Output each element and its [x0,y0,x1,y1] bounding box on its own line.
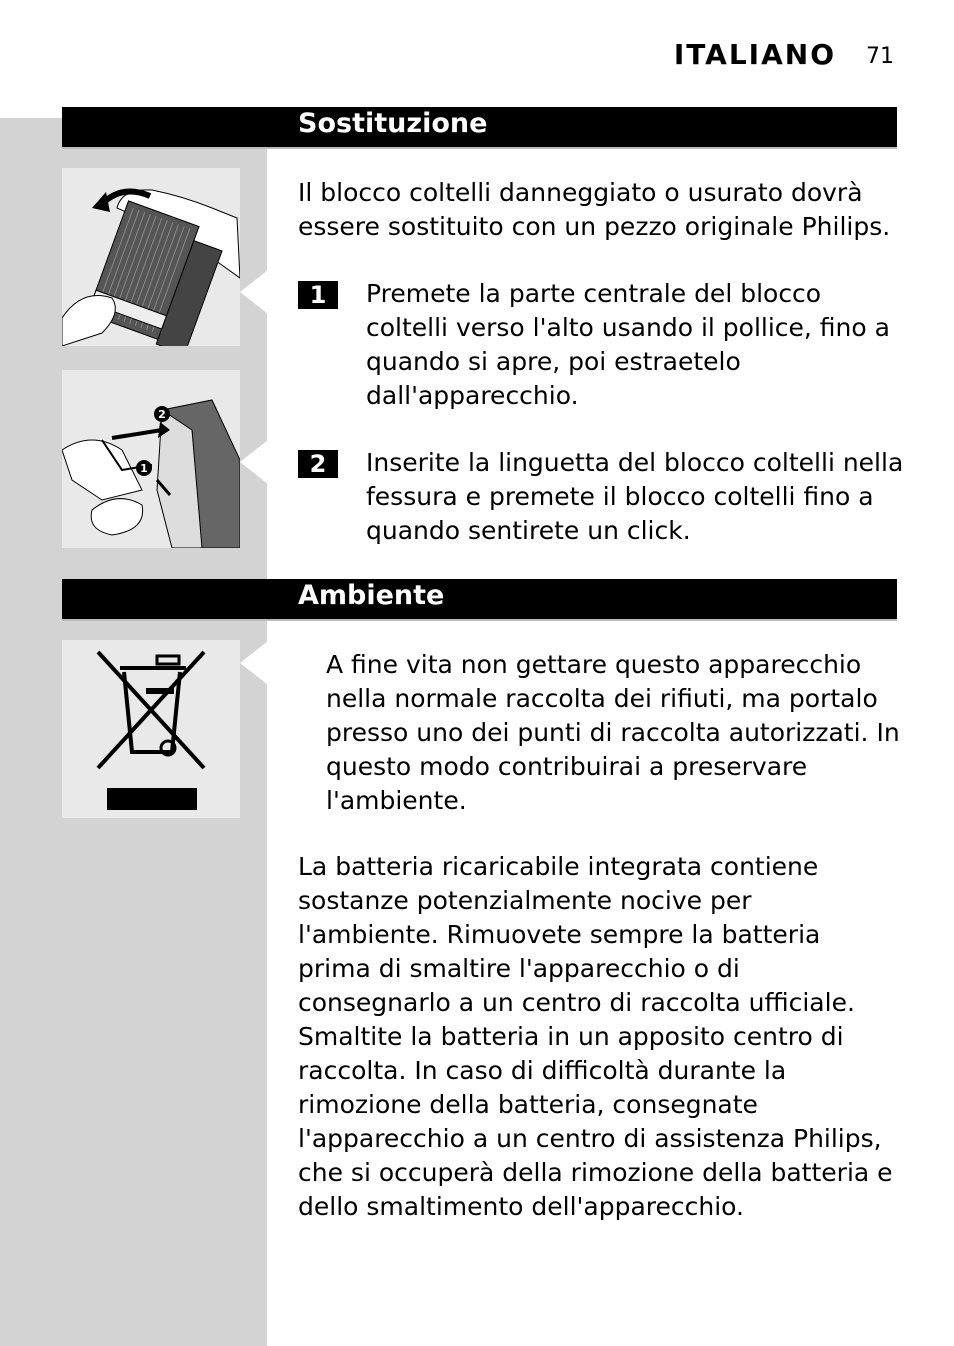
illustration-insert-cutter [62,370,240,548]
step-text-2: Inserite la linguetta del blocco coltelli nella fessura e premete il blocco coltelli fino a quando sentirete un click. [366,448,904,545]
illustration-pointer [240,440,268,484]
disposal-note: A fine vita non gettare questo apparecchio nella normale raccolta dei rifiuti, ma portalo presso uno dei punti di raccolta autorizzati. In questo modo contribuirai a preservare l'ambiente. [326,650,900,815]
section-bar-replacement [62,107,897,149]
step-number-1: 1 [298,281,338,309]
section-bar-environment [62,579,897,621]
callout-2: 2 [158,408,166,421]
step-text-1: Premete la parte centrale del blocco coltelli verso l'alto usando il pollice, fino a quando si apre, poi estraetelo dall'apparecchio. [366,279,890,410]
illustration-pointer [240,641,268,685]
section-title-replacement: Sostituzione [298,108,488,139]
step-number-2: 2 [298,450,338,478]
callout-1: 1 [140,462,148,475]
weee-bin-icon [62,640,240,818]
illustration-remove-cutter [62,168,240,346]
page-number: 71 [866,44,894,69]
intro-paragraph: Il blocco coltelli danneggiato o usurato dovrà essere sostituito con un pezzo originale Philips. [298,178,891,241]
language-header: ITALIANO [673,38,836,71]
battery-paragraph: La batteria ricaricabile integrata contiene sostanze potenzialmente nocive per l'ambiente. Rimuovete sempre la batteria prima di smaltire l'apparecchio o di consegnarlo a un centro di raccolta ufficiale. Smaltite la batteria in un apposito centro di raccolta. In caso di difficoltà durante la rimozione della batteria, consegnate l'apparecchio a un centro di assistenza Philips, che si occuperà della rimozione della batteria e dello smaltimento dell'apparecchio. [298,852,893,1221]
section-title-environment: Ambiente [298,580,445,611]
illustration-pointer [240,270,268,314]
